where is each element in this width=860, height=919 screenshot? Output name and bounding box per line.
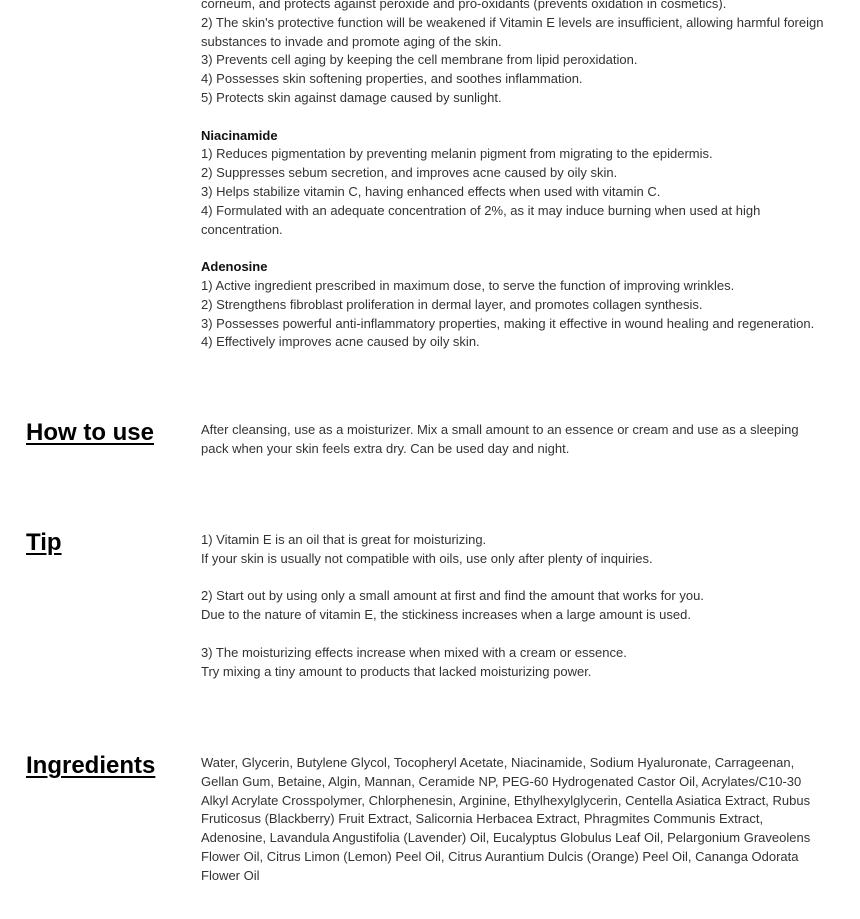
adenosine-title: Adenosine — [201, 259, 268, 275]
tip-item: 1) Vitamin E is an oil that is great for moisturizing. — [201, 532, 487, 547]
section-heading-tip: Tip — [26, 529, 62, 556]
adenosine-item: 2) Strengthens fibroblast proliferation in dermal layer, and promotes collagen synthesis. — [201, 296, 703, 312]
niacinamide-item: 4) Formulated with an adequate concentration of 2%, as it may induce burning when used at high concentration. — [201, 202, 761, 237]
tip-item: 2) Start out by using only a small amount at first and find the amount that works for you. — [201, 588, 704, 604]
spacer — [201, 625, 826, 644]
tip-body — [201, 531, 826, 681]
spacer — [201, 239, 826, 258]
vitamin-e-item: corneum, and protects against peroxide and pro-oxidants (prevents oxidation in cosmetics). — [201, 0, 727, 11]
how-to-use-text: After cleansing, use as a moisturizer. Mix a small amount to an essence or cream and use as a sleeping pack when your skin feels extra dry. Can be used day and night. — [201, 422, 799, 456]
niacinamide-title: Niacinamide — [201, 127, 278, 143]
adenosine-item: 1) Active ingredient prescribed in maximum dose, to serve the function of improving wrinkles. — [201, 277, 735, 293]
spacer — [201, 108, 826, 127]
section-heading-how-to-use: How to use — [26, 419, 155, 446]
ingredients-body — [201, 754, 826, 886]
niacinamide-item: 3) Helps stabilize vitamin C, having enhanced effects when used with vitamin C. — [201, 183, 661, 199]
niacinamide-item: 1) Reduces pigmentation by preventing melanin pigment from migrating to the epidermis. — [201, 146, 713, 162]
vitamin-e-item: 3) Prevents cell aging by keeping the cell membrane from lipid peroxidation. — [201, 52, 638, 68]
ingredients-list: Water, Glycerin, Butylene Glycol, Tocopheryl Acetate, Niacinamide, Sodium Hyaluronate, Carrageenan, Gellan Gum, Betaine, Algin, Mannan, Ceramide NP, PEG-60 Hydrogenated Castor Oil, Acrylates/C10-30 Alkyl Acrylate Crosspolymer, Chlorphenesin, Arginine, Ethylhexylglycerin, Centella Asiatica Extract, Rubus Fruticosus (Blackberry) Fruit Extract, Salicornia Herbacea Extract, Phragmites Communis Extract, Adenosine, Lavandula Angustifolia (Lavender) Oil, Eucalyptus Globulus Leaf Oil, Pelargonium Graveolens Flower Oil, Citrus Limon (Lemon) Peel Oil, Citrus Aurantium Dulcis (Orange) Peel Oil, Cananga Odorata Flower Oil — [201, 755, 811, 883]
vitamin-e-item: 4) Possesses skin softening properties, and soothes inflammation. — [201, 71, 583, 87]
spacer — [201, 569, 826, 588]
tip-item: 3) The moisturizing effects increase when mixed with a cream or essence. — [201, 644, 627, 660]
ingredient-body — [201, 0, 826, 352]
adenosine-item: 4) Effectively improves acne caused by oily skin. — [201, 334, 480, 350]
tip-item: Due to the nature of vitamin E, the stickiness increases when a large amount is used. — [201, 607, 691, 623]
adenosine-item: 3) Possesses powerful anti-inflammatory properties, making it effective in wound healing and regeneration. — [201, 315, 815, 331]
how-to-use-body — [201, 421, 826, 459]
vitamin-e-item: 5) Protects skin against damage caused by sunlight. — [201, 89, 502, 105]
section-heading-ingredient — [26, 0, 142, 1]
tip-item: If your skin is usually not compatible with oils, use only after plenty of inquiries. — [201, 550, 653, 566]
tip-item: Try mixing a tiny amount to products that lacked moisturizing power. — [201, 663, 592, 679]
vitamin-e-item: 2) The skin's protective function will be weakened if Vitamin E levels are insufficient, allowing harmful foreign substances to invade and promote aging of the skin. — [201, 14, 824, 49]
section-heading-ingredients: Ingredients — [26, 752, 156, 779]
niacinamide-item: 2) Suppresses sebum secretion, and improves acne caused by oily skin. — [201, 165, 618, 181]
